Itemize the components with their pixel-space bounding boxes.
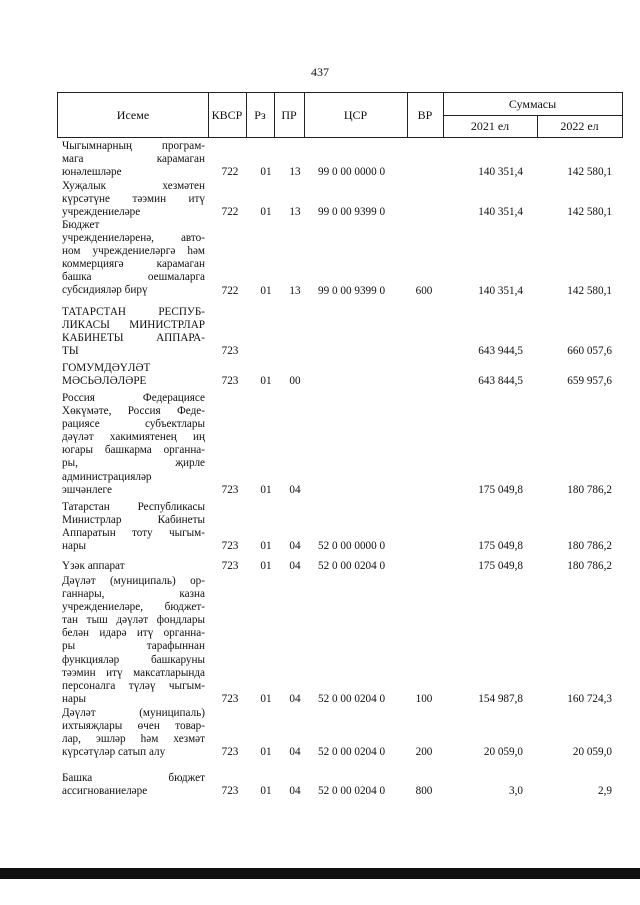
cell-pr: 04 <box>289 560 301 572</box>
cell-pr: 04 <box>289 692 301 705</box>
scan-bottom-bar <box>0 868 640 879</box>
cell-sum-2022: 20 059,0 <box>572 746 612 759</box>
cell-kvsr: 723 <box>221 375 239 388</box>
cell-sum-2022: 142 580,1 <box>567 284 612 297</box>
table-row <box>0 707 640 759</box>
header-vr: ВР <box>407 93 444 137</box>
cell-sum-2022: 180 786,2 <box>567 540 612 553</box>
row-name <box>62 501 205 553</box>
row-name-line: дәүләт хакимиятенең иң <box>62 431 205 444</box>
cell-csr: 52 0 00 0204 0 <box>318 746 386 759</box>
cell-csr: 52 0 00 0000 0 <box>318 540 386 553</box>
row-name <box>62 560 205 573</box>
row-name-line: юнәлешләре <box>62 166 122 179</box>
row-name-line: югары башкарма органна- <box>62 444 205 457</box>
row-name-line: ТЫ <box>62 345 79 358</box>
cell-kvsr: 722 <box>221 206 239 219</box>
row-name-line: ганнары, казна <box>62 588 205 601</box>
header-rz: Рз <box>246 93 275 137</box>
row-name-line: Татарстан Республикасы <box>62 501 205 513</box>
cell-sum-2022: 142 580,1 <box>567 166 612 179</box>
cell-sum-2021: 140 351,4 <box>478 284 523 297</box>
header-name: Исеме <box>58 93 209 137</box>
cell-rz: 01 <box>260 785 272 798</box>
header-year-2021: 2021 ел <box>443 115 538 137</box>
row-name-line: ры тарафыннан <box>62 640 205 653</box>
row-name-line: КАБИНЕТЫ АППАРА- <box>62 332 205 345</box>
cell-pr: 00 <box>289 375 301 388</box>
cell-pr: 04 <box>289 785 301 798</box>
table-row <box>0 362 640 388</box>
table-row <box>0 560 640 573</box>
row-name-line: Башка бюджет <box>62 772 205 784</box>
cell-rz: 01 <box>260 483 272 496</box>
cell-rz: 01 <box>260 540 272 553</box>
row-name-line: белән идарә итү органна- <box>62 627 205 640</box>
row-name <box>62 140 205 179</box>
row-name-line: лар, эшләр һәм хезмәт <box>62 733 205 746</box>
cell-sum-2022: 160 724,3 <box>567 692 612 705</box>
row-name-line: учреждениеләренә, авто- <box>62 232 205 245</box>
row-name-line: ассигнованиеләре <box>62 785 148 798</box>
cell-csr: 52 0 00 0204 0 <box>318 692 386 705</box>
table-row <box>0 140 640 179</box>
page-number: 437 <box>311 65 329 79</box>
cell-vr: 800 <box>415 785 433 798</box>
table-row <box>0 180 640 219</box>
table-row <box>0 772 640 798</box>
cell-kvsr: 722 <box>221 284 239 297</box>
cell-rz: 01 <box>260 746 272 759</box>
cell-sum-2022: 660 057,6 <box>567 345 612 358</box>
cell-pr: 13 <box>289 284 301 297</box>
cell-kvsr: 723 <box>221 540 239 553</box>
cell-pr: 04 <box>289 746 301 759</box>
row-name-line: ГОМУМДӘҮЛӘТ <box>62 362 151 374</box>
cell-sum-2021: 140 351,4 <box>478 166 523 179</box>
row-name-line: рациясе субъектлары <box>62 418 205 431</box>
cell-sum-2022: 659 957,6 <box>567 375 612 388</box>
cell-pr: 13 <box>289 206 301 219</box>
cell-vr: 600 <box>415 284 433 297</box>
row-name-line: МӘСЬӘЛӘЛӘРЕ <box>62 375 147 388</box>
row-name-line: администрацияләр <box>62 470 152 483</box>
cell-vr: 200 <box>415 746 433 759</box>
cell-sum-2021: 20 059,0 <box>483 746 523 759</box>
cell-rz: 01 <box>260 692 272 705</box>
row-name-line: нары <box>62 692 87 705</box>
table-row <box>0 392 640 497</box>
row-name-line: Бюджет <box>62 219 100 231</box>
cell-csr: 52 0 00 0204 0 <box>318 785 386 798</box>
row-name-line: коммерциягә карамаган <box>62 258 205 271</box>
row-name-line: тан тыш дәүләт фондлары <box>62 614 205 627</box>
row-name <box>62 707 205 759</box>
row-name-line: башка оешмаларга <box>62 271 205 284</box>
row-name <box>62 772 205 798</box>
row-name-line: функцияләр башкаруны <box>62 653 205 666</box>
row-name <box>62 306 205 358</box>
row-name-line: учреждениеләре, бюджет- <box>62 601 205 614</box>
row-name-line: ры, җирле <box>62 457 205 470</box>
row-name-line: Аппаратын тоту чыгым- <box>62 527 205 540</box>
cell-rz: 01 <box>260 166 272 179</box>
row-name <box>62 219 205 298</box>
row-name-line: мага карамаган <box>62 153 205 166</box>
table-row <box>0 219 640 298</box>
row-name <box>62 180 205 219</box>
table-header <box>57 92 623 138</box>
row-name-line: Россия Федерациясе <box>62 392 205 404</box>
row-name-line: Дәүләт (муниципаль) <box>62 707 205 719</box>
cell-vr: 100 <box>415 692 433 705</box>
cell-kvsr: 723 <box>221 483 239 496</box>
row-name-line: Министрлар Кабинеты <box>62 514 205 527</box>
cell-pr: 04 <box>289 540 301 553</box>
cell-sum-2021: 3,0 <box>509 785 523 798</box>
row-name-line: ЛИКАСЫ МИНИСТРЛАР <box>62 319 205 332</box>
table-row <box>0 575 640 706</box>
cell-csr: 99 0 00 9399 0 <box>318 206 386 219</box>
row-name-line: субсидияләр бирү <box>62 284 148 297</box>
row-name-line: персоналга түләү чыгым- <box>62 679 205 692</box>
cell-sum-2022: 142 580,1 <box>567 206 612 219</box>
cell-kvsr: 723 <box>221 785 239 798</box>
row-name-line: Хөкүмәте, Россия Феде- <box>62 405 205 418</box>
cell-sum-2021: 175 049,8 <box>478 540 523 553</box>
row-name-line: эшчәнлеге <box>62 483 112 496</box>
header-csr: ЦСР <box>304 93 408 137</box>
row-name-line: күрсәтүне тәэмин итү <box>62 193 205 206</box>
row-name <box>62 392 205 497</box>
row-name-line: ТАТАРСТАН РЕСПУБ- <box>62 306 205 318</box>
cell-pr: 04 <box>289 483 301 496</box>
cell-sum-2021: 175 049,8 <box>478 560 523 572</box>
header-year-2022: 2022 ел <box>560 118 599 133</box>
cell-kvsr: 723 <box>221 345 239 358</box>
cell-kvsr: 723 <box>221 746 239 759</box>
cell-sum-2021: 140 351,4 <box>478 206 523 219</box>
cell-rz: 01 <box>260 560 272 572</box>
cell-kvsr: 722 <box>221 166 239 179</box>
header-pr: ПР <box>274 93 305 137</box>
table-row <box>0 501 640 553</box>
cell-kvsr: 723 <box>221 560 239 572</box>
cell-kvsr: 723 <box>221 692 239 705</box>
cell-sum-2021: 175 049,8 <box>478 483 523 496</box>
header-sums: Суммасы <box>443 93 622 116</box>
cell-pr: 13 <box>289 166 301 179</box>
cell-sum-2021: 154 987,8 <box>478 692 523 705</box>
row-name <box>62 362 205 388</box>
cell-rz: 01 <box>260 206 272 219</box>
row-name-line: Чыгымнарның програм- <box>62 140 205 152</box>
header-kvsr: КВСР <box>208 93 247 137</box>
cell-sum-2021: 643 944,5 <box>478 345 523 358</box>
table-row <box>0 306 640 358</box>
row-name-line: ихтыяҗлары өчен товар- <box>62 720 205 733</box>
row-name-line: учреждениеләре <box>62 206 141 219</box>
row-name-line: тәэмин итү максатларында <box>62 666 205 679</box>
row-name-line: Хуҗалык хезмәтен <box>62 180 205 192</box>
row-name-line: ном учреждениеләргә һәм <box>62 245 205 258</box>
cell-sum-2022: 180 786,2 <box>567 483 612 496</box>
cell-sum-2021: 643 844,5 <box>478 375 523 388</box>
row-name-line: нары <box>62 540 87 553</box>
row-name-line: Үзәк аппарат <box>62 560 125 572</box>
row-name <box>62 575 205 706</box>
row-name-line: күрсәтүләр сатып алу <box>62 746 166 759</box>
row-name-line: Дәүләт (муниципаль) ор- <box>62 575 205 587</box>
cell-rz: 01 <box>260 284 272 297</box>
cell-csr: 99 0 00 0000 0 <box>318 166 386 179</box>
cell-rz: 01 <box>260 375 272 388</box>
cell-sum-2022: 180 786,2 <box>567 560 612 572</box>
cell-csr: 99 0 00 9399 0 <box>318 284 386 297</box>
cell-sum-2022: 2,9 <box>598 785 612 798</box>
cell-csr: 52 0 00 0204 0 <box>318 560 386 572</box>
